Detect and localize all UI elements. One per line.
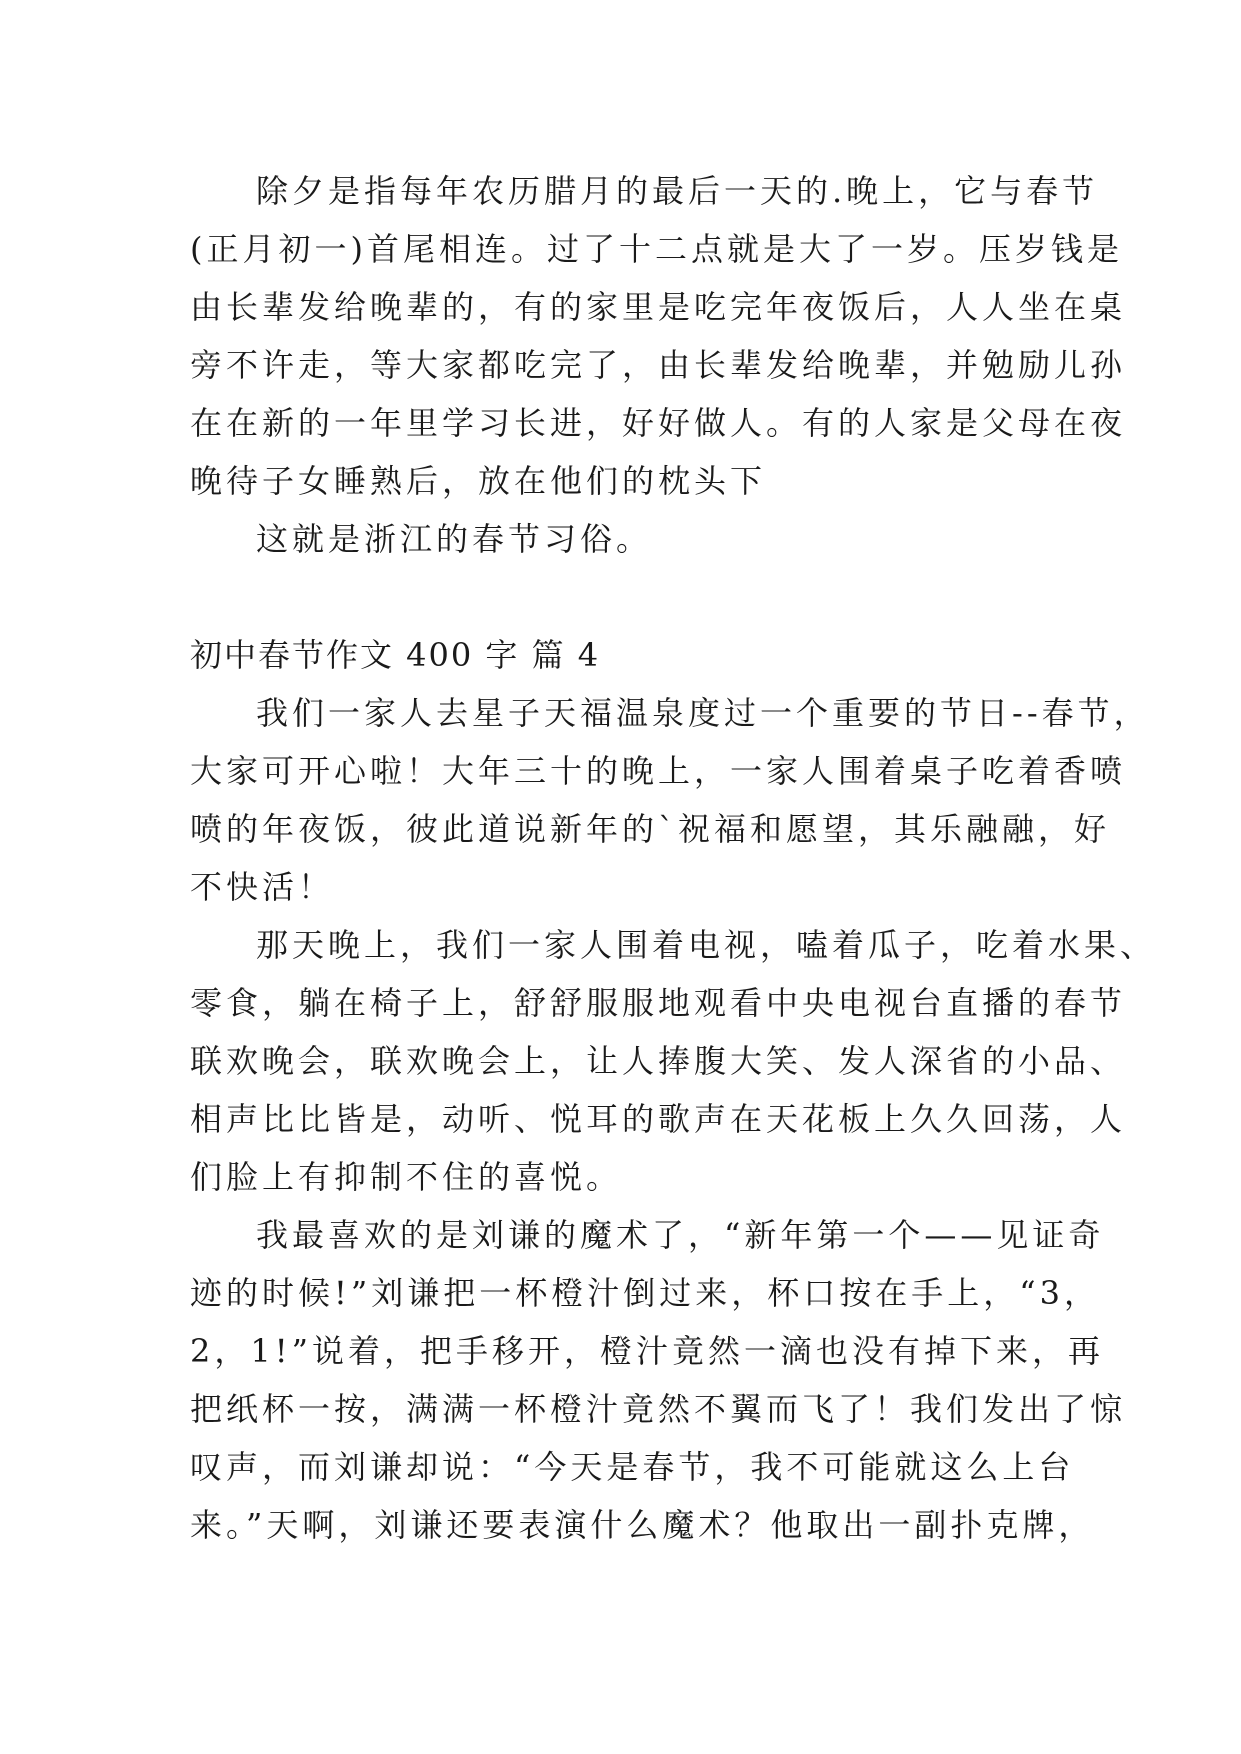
text-line: 那天晚上，我们一家人围着电视，嗑着瓜子，吃着水果、: [256, 926, 1157, 964]
text-line: 除夕是指每年农历腊月的最后一天的.晚上，它与春节: [256, 172, 1099, 210]
text-line: 在在新的一年里学习长进，好好做人。有的人家是父母在夜: [190, 404, 1127, 442]
text-line: 迹的时候!”刘谦把一杯橙汁倒过来，杯口按在手上，“3，: [190, 1274, 1100, 1312]
paragraph-zhejiang-custom: [190, 510, 1065, 568]
text-line: 我们一家人去星子天福温泉度过一个重要的节日--春节，: [256, 694, 1150, 732]
paragraph-hot-spring: [190, 684, 1150, 916]
text-line: (正月初一)首尾相连。过了十二点就是大了一岁。压岁钱是: [190, 230, 1123, 268]
text-line: 这就是浙江的春节习俗。: [256, 520, 653, 558]
text-line: 旁不许走，等大家都吃完了，由长辈发给晚辈，并勉励儿孙: [190, 346, 1127, 384]
text-line: 晚待子女睡熟后，放在他们的枕头下: [190, 462, 767, 500]
text-line: 来。”天啊，刘谦还要表演什么魔术？他取出一副扑克牌，: [190, 1506, 1095, 1544]
text-line: 大家可开心啦！大年三十的晚上，一家人围着桌子吃着香喷: [190, 752, 1127, 790]
text-line: 叹声，而刘谦却说：“今天是春节，我不可能就这么上台: [190, 1448, 1075, 1486]
text-line: 我最喜欢的是刘谦的魔术了，“新年第一个——见证奇: [256, 1216, 1105, 1254]
text-line: 们脸上有抑制不住的喜悦。: [190, 1158, 623, 1196]
paragraph-gala: [190, 916, 1157, 1206]
text-line: 由长辈发给晚辈的，有的家里是吃完年夜饭后，人人坐在桌: [190, 288, 1127, 326]
text-line: 不快活！: [190, 868, 335, 906]
text-line: 零食，躺在椅子上，舒舒服服地观看中央电视台直播的春节: [190, 984, 1127, 1022]
text-column: [190, 162, 1157, 1554]
paragraph-new-year-eve: [190, 162, 1127, 510]
text-line: 把纸杯一按，满满一杯橙汁竟然不翼而飞了！我们发出了惊: [190, 1390, 1127, 1428]
essay-heading: 初中春节作文 400 字 篇 4: [190, 636, 601, 674]
text-line: 相声比比皆是，动听、悦耳的歌声在天花板上久久回荡，人: [190, 1100, 1127, 1138]
text-line: 喷的年夜饭，彼此道说新年的`祝福和愿望，其乐融融，好: [190, 810, 1111, 848]
text-line: 2，1!”说着，把手移开，橙汁竟然一滴也没有掉下来，再: [190, 1332, 1104, 1370]
text-line: 联欢晚会，联欢晚会上，让人捧腹大笑、发人深省的小品、: [190, 1042, 1127, 1080]
paragraph-magic: [190, 1206, 1127, 1554]
